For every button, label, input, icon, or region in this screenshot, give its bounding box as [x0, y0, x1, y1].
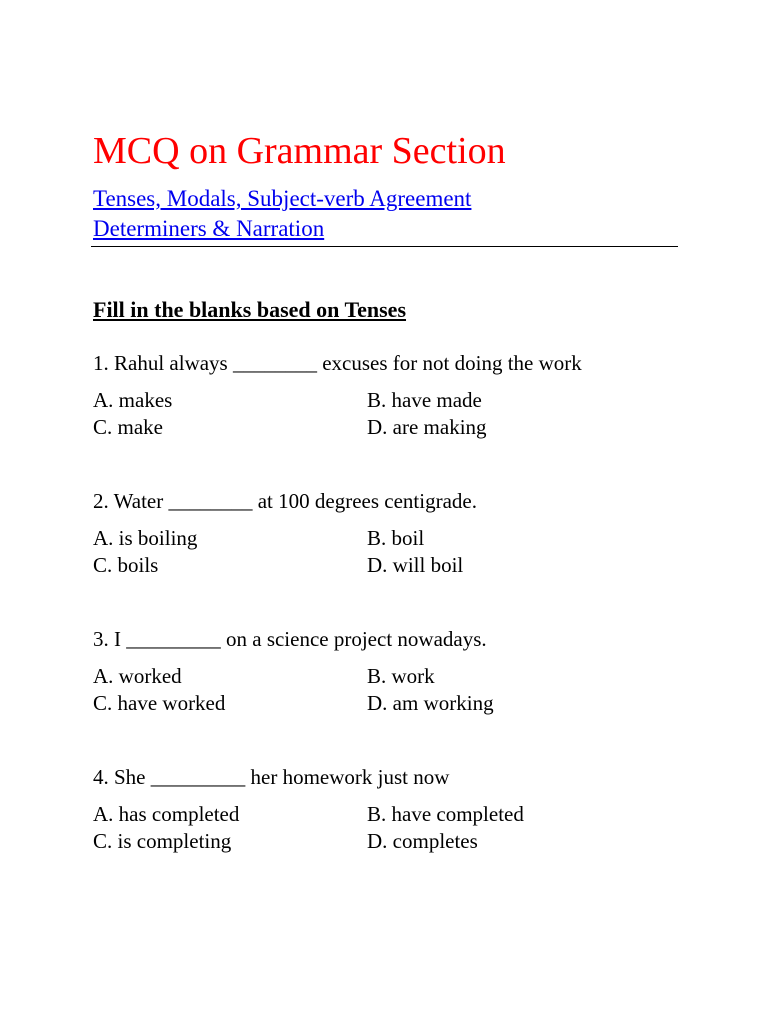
option-d: D. will boil — [367, 553, 464, 577]
option-c: C. boils — [93, 553, 159, 577]
option-b: B. work — [367, 664, 435, 688]
option-d: D. are making — [367, 415, 487, 439]
option-a: A. has completed — [93, 802, 240, 826]
question-text: 1. Rahul always ________ excuses for not doing the work — [93, 351, 582, 375]
subtitle-link-topics-continued[interactable]: Determiners & Narration — [93, 216, 325, 241]
header-divider — [91, 246, 678, 247]
option-c: C. make — [93, 415, 163, 439]
option-c: C. is completing — [93, 829, 232, 853]
question-text: 3. I _________ on a science project nowadays. — [93, 627, 487, 651]
option-b: B. boil — [367, 526, 425, 550]
option-c: C. have worked — [93, 691, 226, 715]
option-a: A. worked — [93, 664, 182, 688]
question-text: 2. Water ________ at 100 degrees centigrade. — [93, 489, 477, 513]
page-title: MCQ on Grammar Section — [93, 130, 506, 172]
subtitle-link-topics[interactable]: Tenses, Modals, Subject-verb Agreement — [93, 186, 472, 211]
option-b: B. have made — [367, 388, 482, 412]
option-b: B. have completed — [367, 802, 524, 826]
question-text: 4. She _________ her homework just now — [93, 765, 450, 789]
option-d: D. completes — [367, 829, 478, 853]
section-heading: Fill in the blanks based on Tenses — [93, 297, 407, 322]
option-a: A. makes — [93, 388, 173, 412]
option-a: A. is boiling — [93, 526, 198, 550]
option-d: D. am working — [367, 691, 494, 715]
